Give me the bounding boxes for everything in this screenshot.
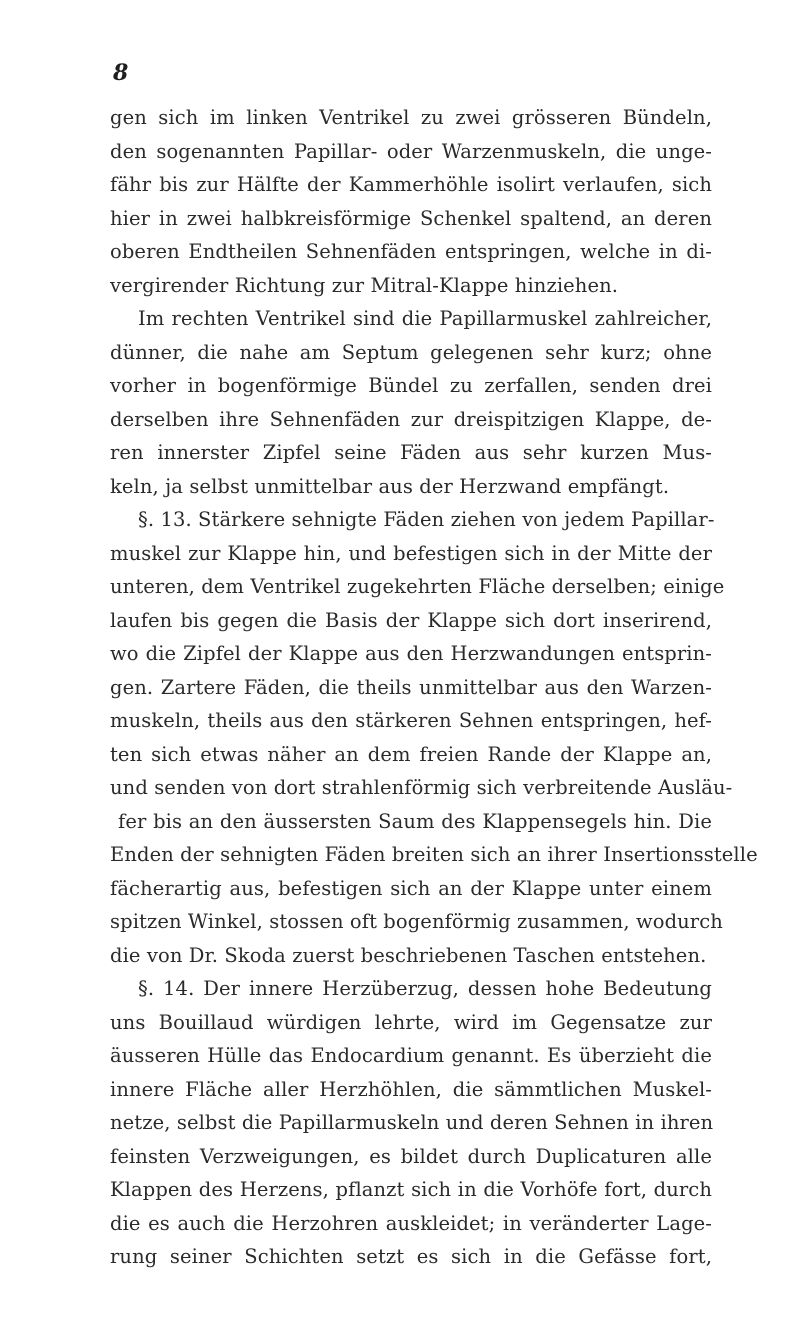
text-line: §. 13. Stärkere sehnigte Fäden ziehen von jedem Papillar- bbox=[138, 508, 715, 531]
text-line: ten sich etwas näher an dem freien Rande der Klappe an, bbox=[110, 742, 712, 766]
text-line: §. 14. Der innere Herzüberzug, dessen hohe Bedeutung bbox=[138, 977, 712, 1000]
text-line: fähr bis zur Hälfte der Kammerhöhle isolirt verlaufen, sich bbox=[110, 173, 712, 196]
text-line: derselben ihre Sehnenfäden zur dreispitzigen Klappe, de- bbox=[110, 407, 712, 431]
text-line: laufen bis gegen die Basis der Klappe sich dort inserirend, bbox=[110, 608, 712, 632]
text-line: dünner, die nahe am Septum gelegenen sehr kurz; ohne bbox=[110, 340, 712, 364]
text-line: rung seiner Schichten setzt es sich in die Gefässe fort, bbox=[110, 1245, 712, 1268]
page-number: 8 bbox=[113, 60, 129, 86]
text-line: unteren, dem Ventrikel zugekehrten Fläche derselben; einige bbox=[110, 575, 725, 598]
text-line: muskeln, theils aus den stärkeren Sehnen entspringen, hef- bbox=[110, 709, 712, 732]
text-line: vergirender Richtung zur Mitral-Klappe hinziehen. bbox=[110, 273, 619, 297]
text-line: wo die Zipfel der Klappe aus den Herzwandungen entsprin- bbox=[110, 642, 712, 665]
text-line: feinsten Verzweigungen, es bildet durch Duplicaturen alle bbox=[110, 1144, 712, 1168]
text-line: Klappen des Herzens, pflanzt sich in die Vorhöfe fort, durch bbox=[110, 1178, 712, 1201]
text-line: hier in zwei halbkreisförmige Schenkel spaltend, an deren bbox=[110, 206, 712, 230]
text-line: die von Dr. Skoda zuerst beschriebenen Taschen entstehen. bbox=[110, 943, 707, 967]
text-line: und senden von dort strahlenförmig sich verbreitende Ausläu- bbox=[110, 776, 733, 799]
text-line: Im rechten Ventrikel sind die Papillarmuskel zahlreicher, bbox=[138, 307, 712, 330]
body-text bbox=[110, 101, 758, 1274]
text-line: gen. Zartere Fäden, die theils unmittelbar aus den Warzen- bbox=[110, 675, 712, 699]
text-line: spitzen Winkel, stossen oft bogenförmig zusammen, wodurch bbox=[110, 910, 723, 933]
text-line: den sogenannten Papillar- oder Warzenmuskeln, die unge- bbox=[110, 139, 712, 163]
text-line: ren innerster Zipfel seine Fäden aus sehr kurzen Mus- bbox=[110, 441, 712, 464]
text-line: keln, ja selbst unmittelbar aus der Herzwand empfängt. bbox=[110, 474, 670, 498]
text-line: oberen Endtheilen Sehnenfäden entspringen, welche in di- bbox=[110, 240, 712, 263]
text-line: die es auch die Herzohren auskleidet; in veränderter Lage- bbox=[110, 1211, 712, 1235]
text-line: netze, selbst die Papillarmuskeln und deren Sehnen in ihren bbox=[110, 1111, 714, 1134]
text-line: fer bis an den äussersten Saum des Klappensegels hin. Die bbox=[118, 809, 712, 833]
text-line: vorher in bogenförmige Bündel zu zerfallen, senden drei bbox=[110, 374, 712, 397]
text-line: muskel zur Klappe hin, und befestigen sich in der Mitte der bbox=[110, 541, 712, 565]
text-line: uns Bouillaud würdigen lehrte, wird im Gegensatze zur bbox=[110, 1010, 712, 1034]
text-line: Enden der sehnigten Fäden breiten sich an ihrer Insertionsstelle bbox=[110, 843, 758, 866]
text-line: innere Fläche aller Herzhöhlen, die sämmtlichen Muskel- bbox=[110, 1077, 712, 1101]
text-line: fächerartig aus, befestigen sich an der Klappe unter einem bbox=[110, 876, 712, 900]
text-line: äusseren Hülle das Endocardium genannt. Es überzieht die bbox=[110, 1044, 712, 1067]
text-line: gen sich im linken Ventrikel zu zwei grösseren Bündeln, bbox=[110, 106, 712, 129]
